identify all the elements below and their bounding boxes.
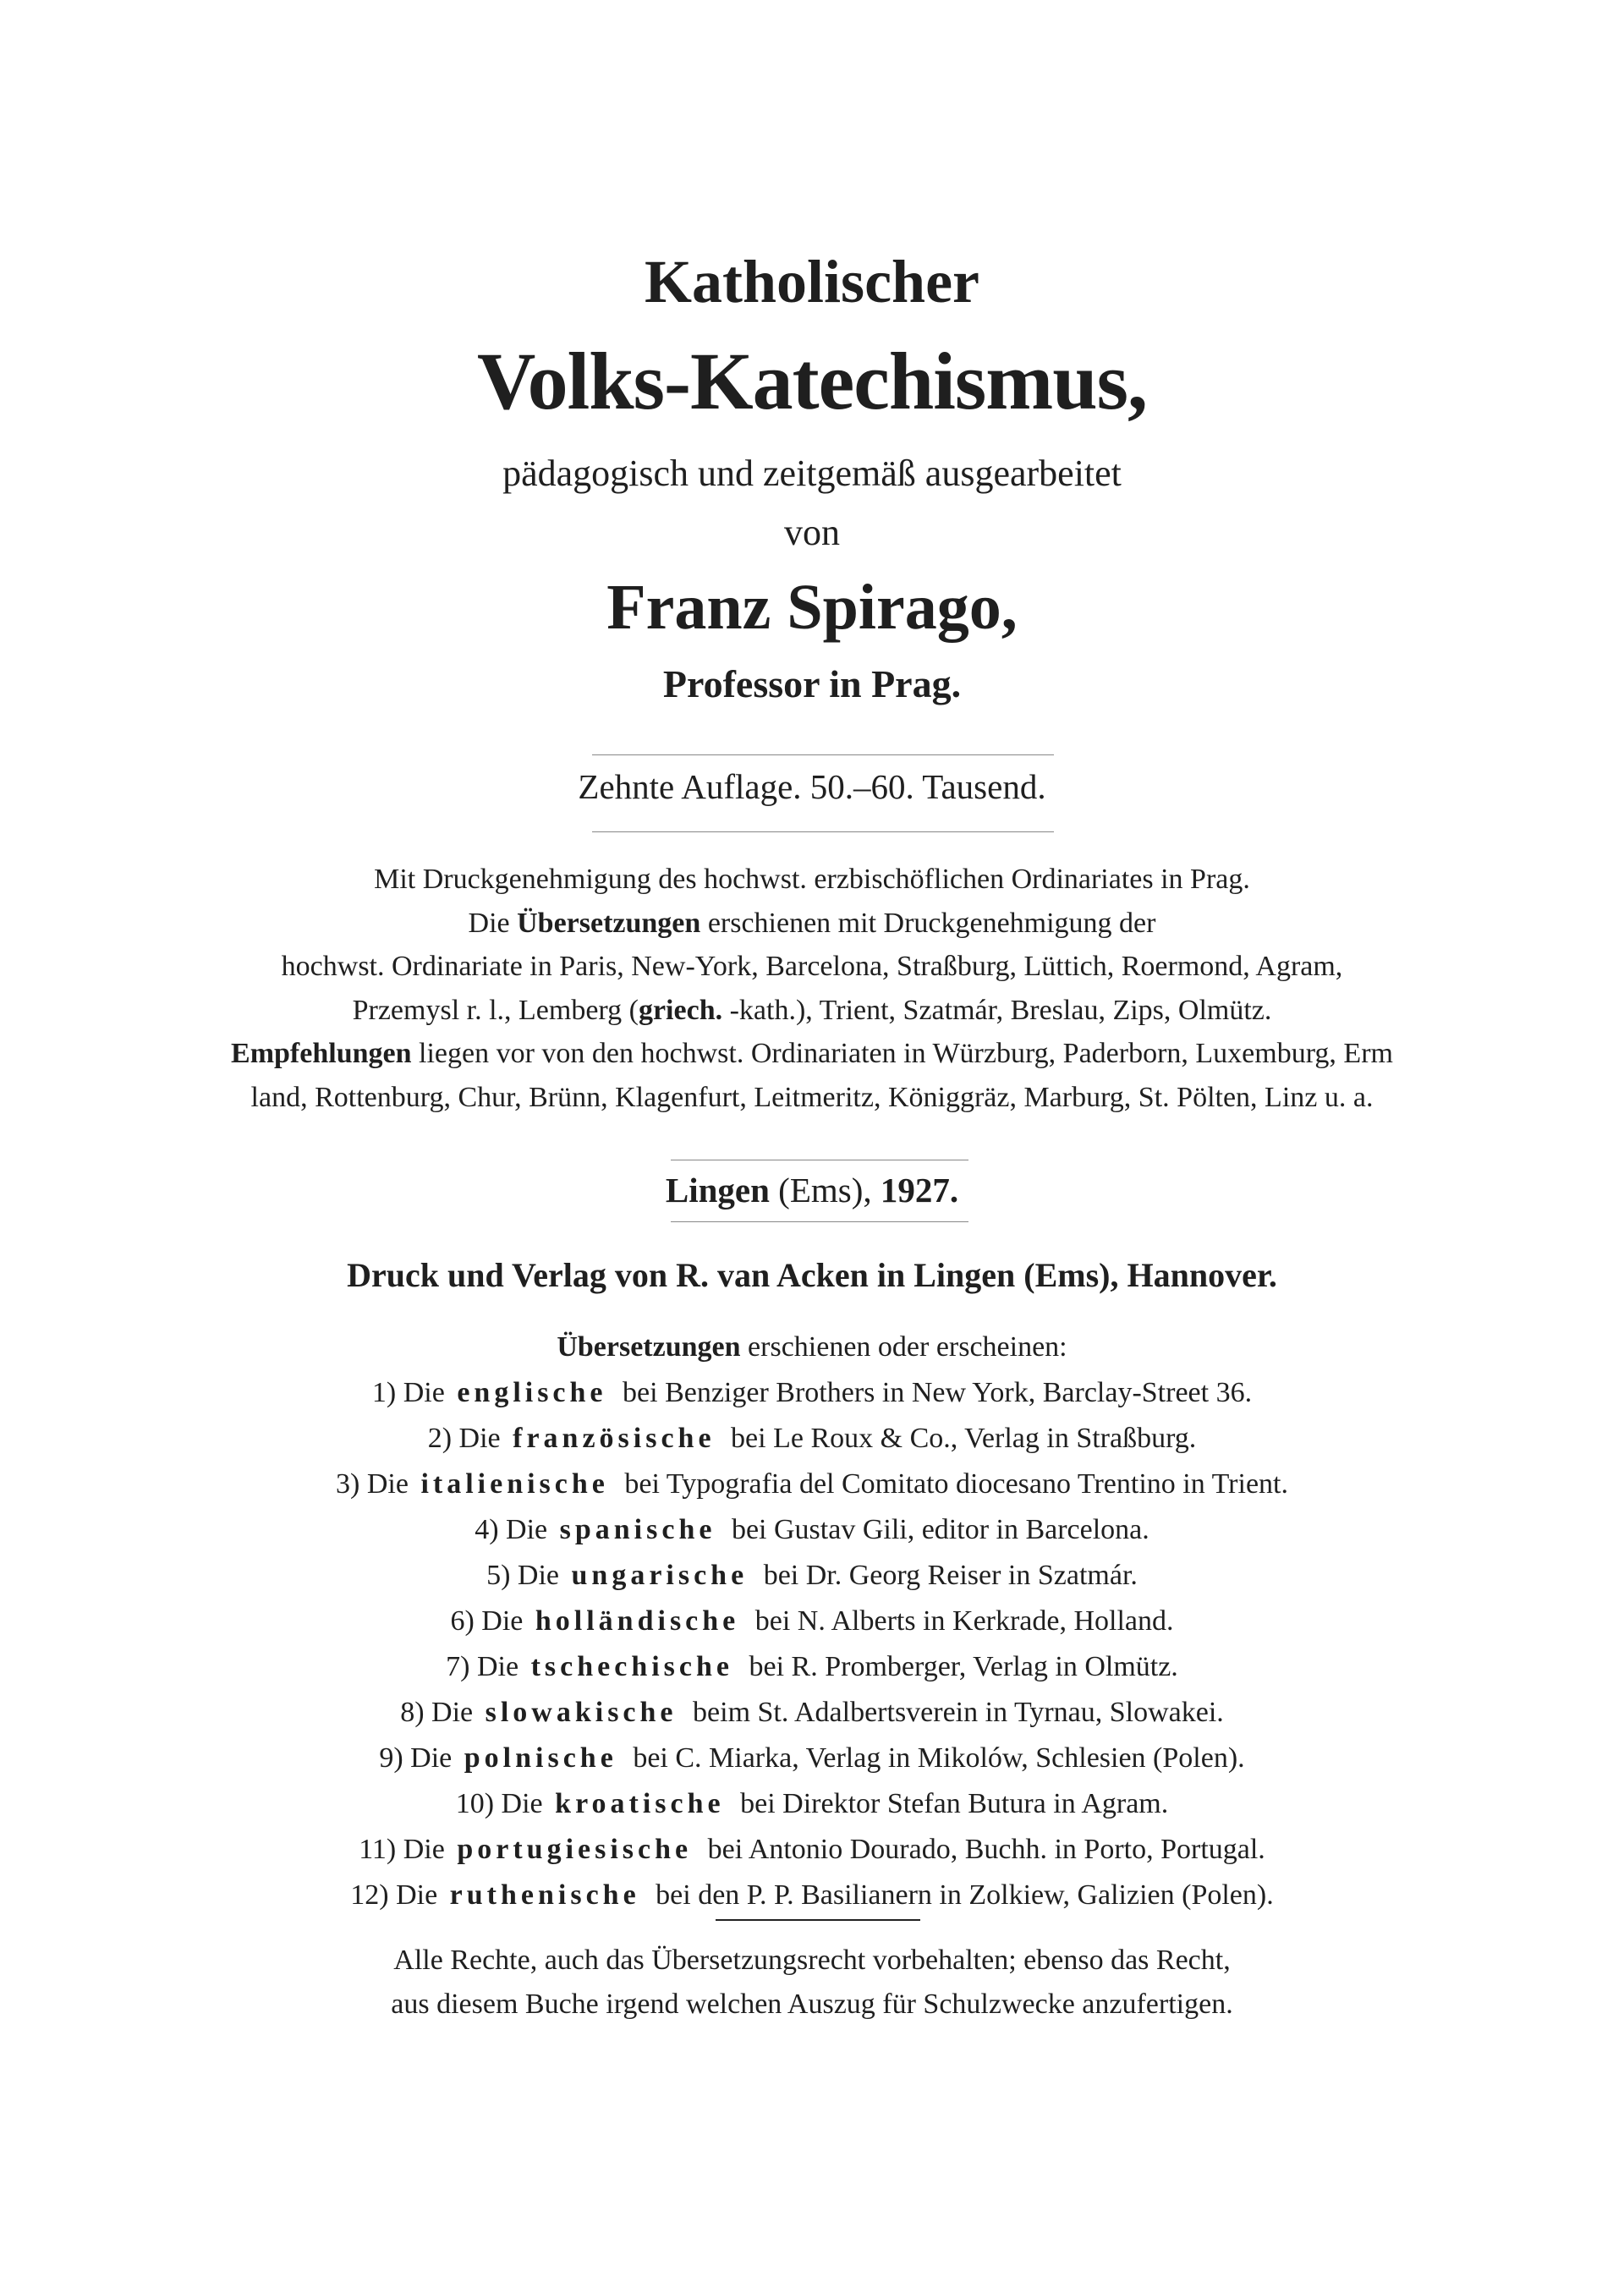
permission-line: Przemysl r. l., Lemberg (griech. -kath.), Trient, Szatmár, Breslau, Zips, Olmütz. [352, 994, 1272, 1026]
edition-rule-bottom [592, 831, 1054, 832]
list-item: 6) Die holländische bei N. Alberts in Kerkrade, Holland. [450, 1605, 1174, 1637]
author-role: Professor in Prag. [662, 662, 962, 705]
title-line-2: Volks-Katechismus, [477, 336, 1147, 426]
place-rule-bottom [671, 1221, 968, 1222]
list-item: 12) Die ruthenische bei den P. P. Basilianern in Zolkiew, Galizien (Polen). [350, 1879, 1274, 1911]
place-year: Lingen (Ems), 1927. [665, 1171, 959, 1210]
permission-line: land, Rottenburg, Chur, Brünn, Klagenfurt, Leitmeritz, Königgräz, Marburg, St. Pölten, Linz u. a. [250, 1081, 1374, 1113]
permission-block [0, 858, 1624, 1119]
publisher-line: Druck und Verlag von R. van Acken in Lingen (Ems), Hannover. [347, 1256, 1277, 1294]
list-item: 2) Die französische bei Le Roux & Co., Verlag in Straßburg. [427, 1423, 1197, 1454]
subtitle: pädagogisch und zeitgemäß ausgearbeitet [502, 453, 1122, 494]
list-item: 8) Die slowakische beim St. Adalbertsverein in Tyrnau, Slowakei. [400, 1697, 1224, 1728]
edition-rule-top [592, 754, 1054, 755]
title-line-1: Katholischer [645, 248, 979, 315]
list-item: 11) Die portugiesische bei Antonio Dourado, Buchh. in Porto, Portugal. [359, 1834, 1265, 1865]
list-item: 4) Die spanische bei Gustav Gili, editor in Barcelona. [475, 1514, 1149, 1545]
rights-line: aus diesem Buche irgend welchen Auszug für Schulzwecke anzufertigen. [391, 1989, 1233, 2020]
rights-line: Alle Rechte, auch das Übersetzungsrecht vorbehalten; ebenso das Recht, [393, 1945, 1231, 1976]
permission-line: hochwst. Ordinariate in Paris, New-York, Barcelona, Straßburg, Lüttich, Roermond, Agram, [281, 951, 1343, 982]
translations-list [0, 1325, 1624, 1918]
list-item: 1) Die englische bei Benziger Brothers in New York, Barclay-Street 36. [371, 1377, 1253, 1408]
list-item: 3) Die italienische bei Typografia del Comitato diocesano Trentino in Trient. [336, 1468, 1288, 1500]
list-item: 9) Die polnische bei C. Miarka, Verlag in Mikolów, Schlesien (Polen). [379, 1742, 1245, 1774]
permission-line: Die Übersetzungen erschienen mit Druckgenehmigung der [468, 907, 1156, 939]
author-name: Franz Spirago, [606, 572, 1018, 643]
translations-heading: Übersetzungen erschienen oder erscheinen: [557, 1331, 1067, 1363]
permission-line: Empfehlungen liegen vor von den hochwst. Ordinariaten in Würzburg, Paderborn, Luxemburg, Erm [231, 1038, 1393, 1069]
von-text: von [784, 512, 840, 553]
permission-line: Mit Druckgenehmigung des hochwst. erzbischöflichen Ordinariates in Prag. [374, 864, 1250, 895]
section-divider [716, 1919, 920, 1921]
list-item: 5) Die ungarische bei Dr. Georg Reiser in Szatmár. [486, 1560, 1138, 1591]
edition-text: Zehnte Auflage. 50.–60. Tausend. [578, 767, 1046, 806]
list-item: 7) Die tschechische bei R. Promberger, Verlag in Olmütz. [446, 1651, 1178, 1682]
rights-notice [0, 1939, 1624, 2027]
list-item: 10) Die kroatische bei Direktor Stefan Butura in Agram. [455, 1788, 1169, 1819]
